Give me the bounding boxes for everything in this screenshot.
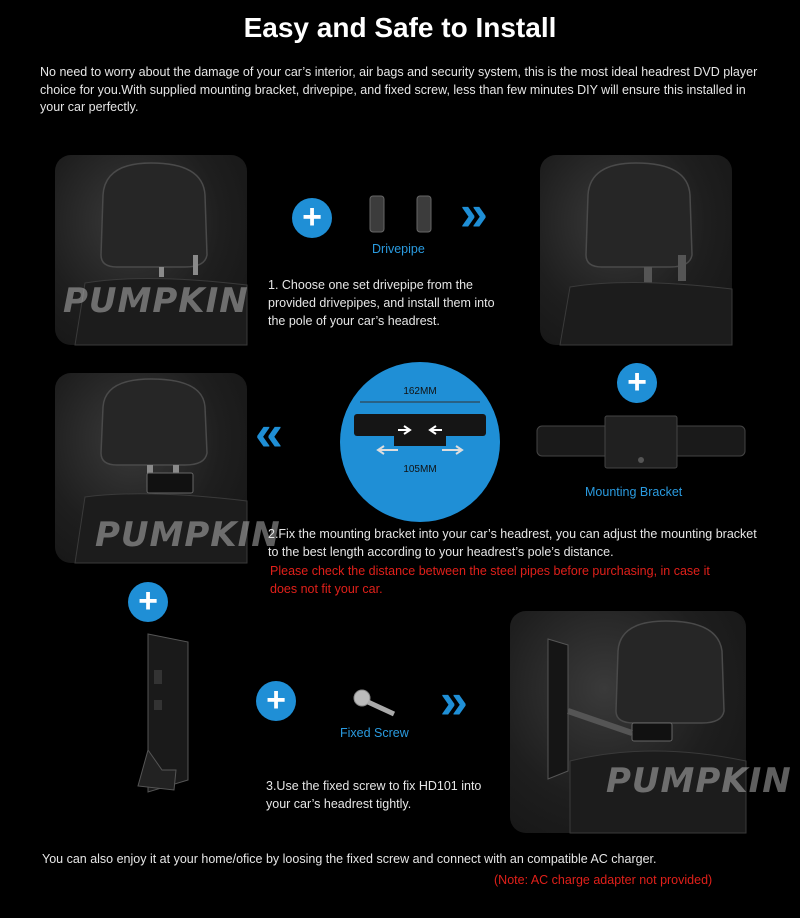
dimension-105: 105MM (403, 464, 437, 475)
footer-text: You can also enjoy it at your home/ofice by loosing the fixed screw and connect with an compatible AC charger. (42, 852, 657, 866)
drivepipe-image (365, 196, 435, 236)
drivepipe-label: Drivepipe (372, 242, 425, 256)
plus-icon: + (617, 363, 657, 403)
step1-text: 1. Choose one set drivepipe from the provided drivepipes, and install them into the pole of your car’s headrest. (268, 278, 495, 328)
footer-note: (Note: AC charge adapter not provided) (494, 873, 713, 887)
page-title: Easy and Safe to Install (243, 12, 557, 43)
headrest-image-with-bracket (55, 373, 281, 563)
mounting-bracket-image (535, 412, 747, 478)
fixed-screw-image (350, 688, 400, 718)
step2-warning: Please check the distance between the steel pipes before purchasing, in case it does not fit your car. (270, 564, 710, 596)
plus-icon: + (292, 198, 332, 238)
brand-logo-watermark: PUMPKIN (95, 515, 281, 555)
brand-logo-watermark: PUMPKIN (606, 761, 792, 801)
headrest-image-original (55, 155, 247, 345)
arrow-right-icon: » (460, 185, 488, 241)
brand-logo-watermark: PUMPKIN (63, 281, 249, 321)
step3-text: 3.Use the fixed screw to fix HD101 into your car’s headrest tightly. (266, 779, 482, 811)
intro-paragraph: No need to worry about the damage of your car’s interior, air bags and security system, this is the most ideal headrest DVD player choice for you.With supplied mounting bracket, drivepipe, and fixed screw, less than few minutes DIY will ensure this installed in your car perfectly. (40, 65, 758, 114)
dimension-162: 162MM (403, 386, 437, 397)
headrest-image-with-drivepipe (540, 155, 732, 345)
plus-icon: + (128, 582, 168, 622)
installed-player-image (510, 611, 792, 833)
hd101-player-image (110, 630, 220, 800)
arrow-left-icon: « (255, 405, 283, 461)
mounting-bracket-label: Mounting Bracket (585, 485, 683, 499)
bracket-dimension-diagram (340, 362, 500, 522)
fixed-screw-label: Fixed Screw (340, 726, 409, 740)
headrest-illustration (540, 155, 732, 345)
arrow-right-icon: » (440, 673, 468, 729)
step2-text: 2.Fix the mounting bracket into your car’s headrest, you can adjust the mounting bracket to the best length according to your headrest’s pole’s distance. (268, 527, 757, 559)
plus-icon: + (256, 681, 296, 721)
